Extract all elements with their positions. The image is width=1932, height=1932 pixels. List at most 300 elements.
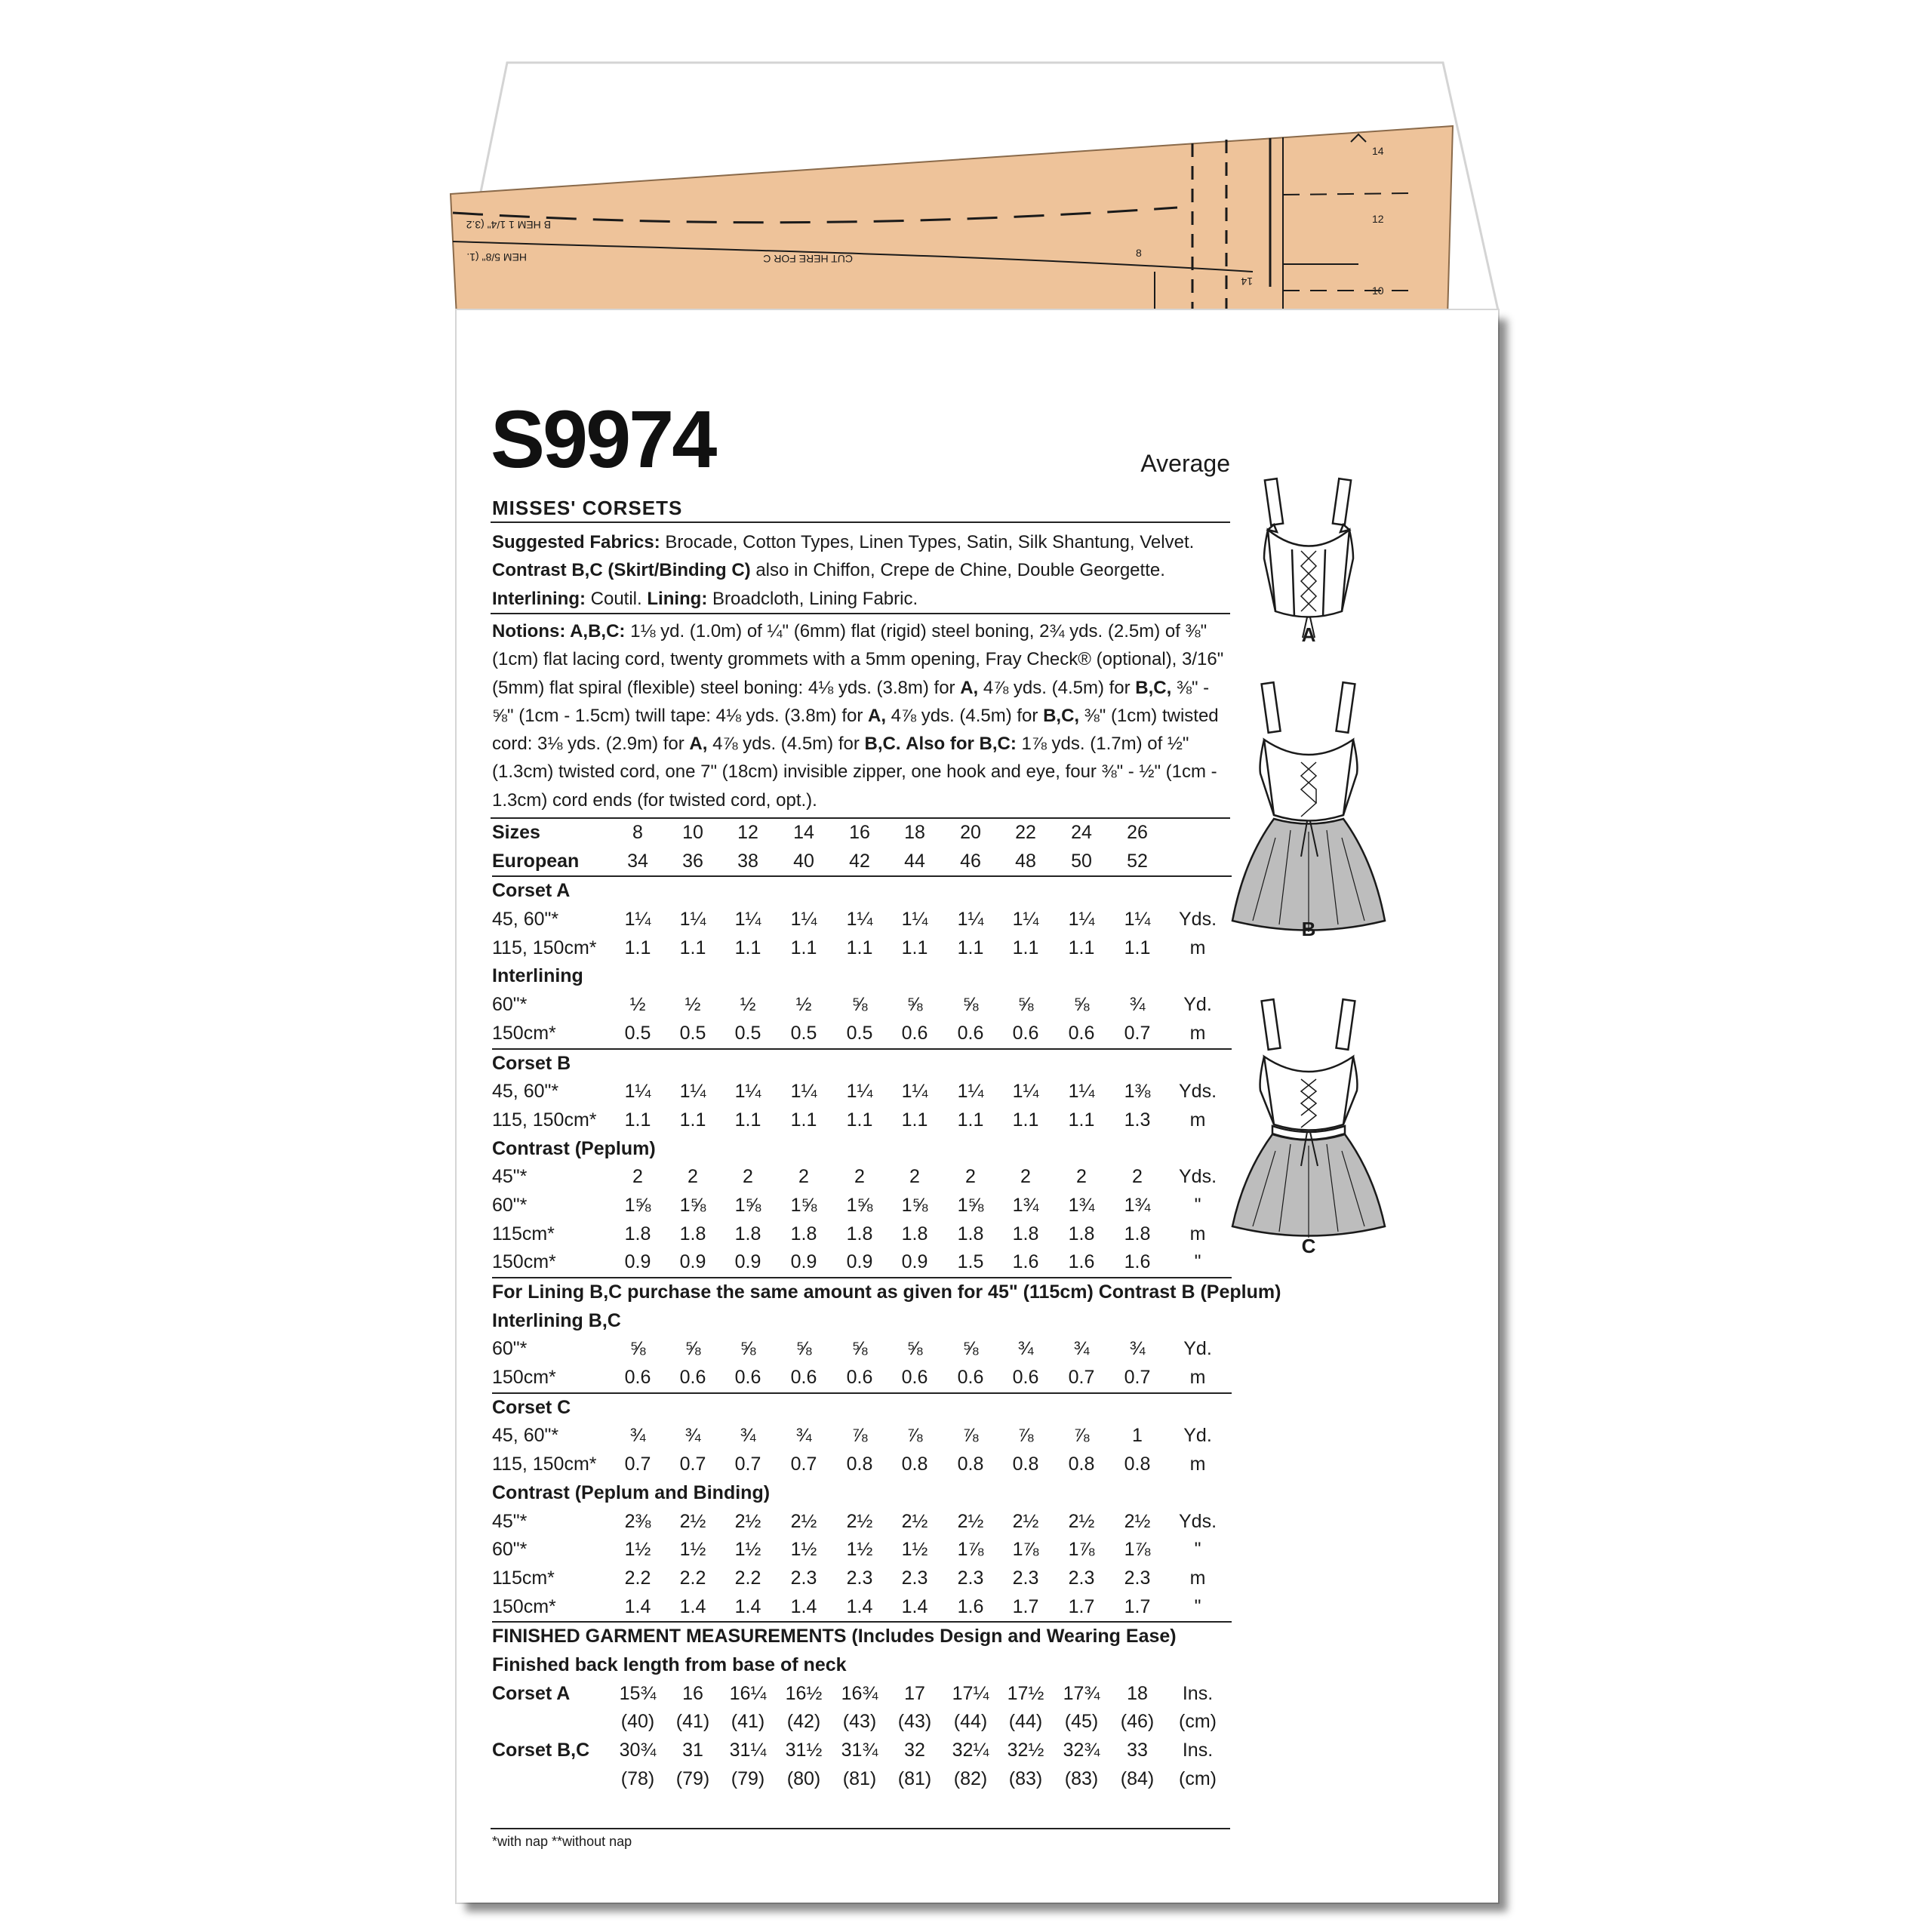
lining-label: Lining: <box>647 588 708 609</box>
table-cell: (43) <box>842 1711 877 1733</box>
table-row <box>492 1248 1232 1277</box>
table-cell: (43) <box>897 1711 932 1733</box>
table-row <box>492 1765 1232 1794</box>
table-cell: 1.4 <box>790 1595 817 1617</box>
table-cell: 0.6 <box>901 1022 928 1044</box>
table-cell: 2½ <box>1068 1510 1095 1532</box>
table-cell: 0.6 <box>1012 1367 1039 1389</box>
unit-cell: Yds. <box>1178 1166 1217 1188</box>
row-label: FINISHED GARMENT MEASUREMENTS (Includes Design and Wearing Ease) <box>492 1626 1177 1647</box>
view-b-illustration <box>1232 682 1385 932</box>
table-cell: 1¼ <box>901 1081 928 1103</box>
table-cell: 2.3 <box>1068 1567 1095 1589</box>
view-c-label: C <box>1301 1235 1316 1257</box>
table-cell: 2.3 <box>1012 1567 1039 1589</box>
table-cell: 1⅝ <box>734 1194 761 1216</box>
table-row <box>492 991 1232 1020</box>
row-label: 150cm* <box>492 1367 556 1389</box>
table-cell: 1⅝ <box>901 1194 928 1216</box>
table-cell: 2.3 <box>957 1567 984 1589</box>
table-cell: 1⅝ <box>679 1194 706 1216</box>
table-cell: ⅝ <box>906 1338 923 1360</box>
table-section-heading <box>492 962 1232 991</box>
table-cell: 1¼ <box>957 909 984 931</box>
unit-cell: (cm) <box>1179 1767 1217 1789</box>
table-row <box>492 1737 1232 1765</box>
table-row <box>492 848 1232 876</box>
row-label: 45, 60"* <box>492 909 559 931</box>
table-cell: 1.1 <box>624 937 651 958</box>
table-cell: 1⅝ <box>957 1194 984 1216</box>
table-cell: 1¾ <box>1012 1194 1039 1216</box>
table-cell: 1.6 <box>1068 1251 1095 1273</box>
table-cell: 0.5 <box>790 1022 817 1044</box>
table-cell: 31¾ <box>841 1740 878 1761</box>
notions-view: A, <box>868 705 886 726</box>
table-cell: 2 <box>1076 1166 1087 1188</box>
tissue-number-8: 8 <box>1136 247 1142 259</box>
tissue-number-10: 10 <box>1372 285 1384 297</box>
table-cell: 22 <box>1015 822 1036 843</box>
table-cell: 1.3 <box>1124 1109 1151 1131</box>
table-cell: 1.6 <box>1124 1251 1151 1273</box>
table-cell: 2½ <box>1124 1510 1151 1532</box>
table-cell: 1⅝ <box>846 1194 873 1216</box>
table-cell: 0.6 <box>846 1367 873 1389</box>
table-section-heading <box>492 1479 1232 1508</box>
unit-cell: " <box>1194 1194 1201 1216</box>
table-row <box>492 819 1232 848</box>
table-cell: 0.5 <box>846 1022 873 1044</box>
row-label: Corset B <box>492 1052 571 1074</box>
table-cell: 40 <box>793 850 814 872</box>
unit-cell: m <box>1189 1454 1206 1475</box>
table-section-heading <box>492 1651 1232 1680</box>
table-cell: 2 <box>1020 1166 1031 1188</box>
table-cell: 1.7 <box>1012 1595 1039 1617</box>
view-a-illustration <box>1264 478 1353 638</box>
table-cell: 16¾ <box>841 1682 878 1704</box>
table-cell: ¾ <box>685 1425 701 1447</box>
table-cell: 0.7 <box>1124 1367 1151 1389</box>
table-cell: 1¼ <box>734 1081 761 1103</box>
table-cell: 1.1 <box>1068 1109 1095 1131</box>
notions-text: 1⅞ yds. (1.7m) of ½" (1.3cm) twisted cord, one 7" (18cm) invisible zipper, one hook and eye, four ⅜" - ½" (1cm - 1.3cm) cord ends (for twisted cord, opt.). <box>492 734 1217 811</box>
table-cell: 0.8 <box>846 1454 873 1475</box>
table-cell: 17½ <box>1007 1682 1044 1704</box>
tissue-number-14b: 14 <box>1241 275 1253 288</box>
notions-view: A, <box>689 734 708 755</box>
table-cell: 24 <box>1071 822 1092 843</box>
table-cell: 1.4 <box>901 1595 928 1617</box>
table-section-heading <box>492 1278 1281 1307</box>
table-cell: (44) <box>953 1711 988 1733</box>
tissue-cut-here: CUT HERE FOR C <box>763 253 853 265</box>
unit-cell: m <box>1189 1367 1206 1389</box>
table-cell: 31 <box>682 1740 703 1761</box>
table-cell: (40) <box>620 1711 655 1733</box>
table-row <box>492 1708 1232 1737</box>
table-cell: 1.4 <box>679 1595 706 1617</box>
table-cell: 1.1 <box>957 1109 984 1131</box>
table-cell: 17¾ <box>1063 1682 1100 1704</box>
table-cell: 1½ <box>846 1539 873 1561</box>
fabrics-section <box>492 528 1232 613</box>
row-label: 45, 60"* <box>492 1081 559 1103</box>
table-cell: 0.9 <box>901 1251 928 1273</box>
table-cell: ⅞ <box>851 1425 868 1447</box>
table-cell: 1.4 <box>846 1595 873 1617</box>
table-cell: 1¼ <box>790 1081 817 1103</box>
table-cell: 2½ <box>957 1510 984 1532</box>
table-cell: 0.9 <box>846 1251 873 1273</box>
table-cell: (44) <box>1008 1711 1043 1733</box>
view-c-illustration <box>1232 999 1385 1238</box>
table-cell: 1.1 <box>734 1109 761 1131</box>
table-cell: 0.8 <box>957 1454 984 1475</box>
table-cell: (41) <box>731 1711 765 1733</box>
table-cell: (81) <box>842 1767 877 1789</box>
table-cell: 0.6 <box>624 1367 651 1389</box>
table-cell: 0.7 <box>790 1454 817 1475</box>
unit-cell: Yds. <box>1178 1081 1217 1103</box>
table-cell: 1.1 <box>624 1109 651 1131</box>
table-cell: ½ <box>685 994 701 1016</box>
row-label: 45"* <box>492 1166 528 1188</box>
table-cell: 2½ <box>1012 1510 1039 1532</box>
table-row <box>492 1335 1232 1364</box>
table-cell: 1.6 <box>957 1595 984 1617</box>
table-cell: 1¼ <box>1068 909 1095 931</box>
table-cell: (79) <box>675 1767 710 1789</box>
row-label: Interlining B,C <box>492 1309 621 1331</box>
table-cell: ⅝ <box>1017 994 1034 1016</box>
table-cell: (84) <box>1120 1767 1155 1789</box>
table-cell: 1½ <box>734 1539 761 1561</box>
row-label: 150cm* <box>492 1251 556 1273</box>
table-cell: 1.1 <box>1012 937 1039 958</box>
table-row <box>492 1536 1232 1564</box>
table-cell: 1.1 <box>901 1109 928 1131</box>
table-cell: (81) <box>897 1767 932 1789</box>
table-row <box>492 1220 1232 1249</box>
table-cell: 2 <box>965 1166 976 1188</box>
table-cell: (41) <box>675 1711 710 1733</box>
table-cell: 0.7 <box>624 1454 651 1475</box>
row-label: Corset C <box>492 1396 571 1418</box>
table-cell: 18 <box>1127 1682 1148 1704</box>
contrast-fabrics-text: also in Chiffon, Crepe de Chine, Double Georgette. <box>750 560 1165 581</box>
unit-cell: (cm) <box>1179 1711 1217 1733</box>
table-cell: 10 <box>682 822 703 843</box>
table-cell: 1¼ <box>790 909 817 931</box>
table-cell: 1.8 <box>1012 1223 1039 1244</box>
table-cell: 1.8 <box>1068 1223 1095 1244</box>
unit-cell: Yd. <box>1183 994 1212 1016</box>
table-cell: 1.1 <box>734 937 761 958</box>
row-label: Corset A <box>492 880 571 902</box>
table-cell: 1¼ <box>1012 1081 1039 1103</box>
unit-cell: " <box>1194 1251 1201 1273</box>
unit-cell: m <box>1189 1223 1206 1244</box>
table-cell: 1¼ <box>901 909 928 931</box>
unit-cell: m <box>1189 1022 1206 1044</box>
table-cell: 1¼ <box>679 1081 706 1103</box>
table-section-heading <box>492 1394 1232 1423</box>
row-label: Sizes <box>492 822 540 843</box>
table-cell: ½ <box>629 994 646 1016</box>
table-cell: ⅝ <box>629 1338 646 1360</box>
table-cell: 1 <box>1132 1425 1143 1447</box>
view-a-label: A <box>1301 623 1316 646</box>
unit-cell: Yds. <box>1178 1510 1217 1532</box>
table-cell: 0.7 <box>1068 1367 1095 1389</box>
table-cell: 33 <box>1127 1740 1148 1761</box>
table-cell: 2 <box>743 1166 753 1188</box>
table-cell: 34 <box>627 850 648 872</box>
table-cell: ½ <box>795 994 812 1016</box>
table-cell: ⅞ <box>962 1425 979 1447</box>
table-section-heading <box>492 877 1232 906</box>
table-cell: 2 <box>909 1166 920 1188</box>
table-cell: 0.7 <box>679 1454 706 1475</box>
table-row <box>492 906 1232 934</box>
table-cell: 0.7 <box>734 1454 761 1475</box>
notions-section <box>492 617 1232 814</box>
unit-cell: Ins. <box>1182 1740 1214 1761</box>
table-cell: ⅞ <box>1017 1425 1034 1447</box>
table-cell: 1.1 <box>1124 937 1151 958</box>
row-label: 60"* <box>492 1539 528 1561</box>
unit-cell: Yd. <box>1183 1425 1212 1447</box>
table-cell: ¾ <box>1129 994 1146 1016</box>
table-cell: 20 <box>960 822 981 843</box>
table-cell: 1.1 <box>846 937 873 958</box>
table-cell: 42 <box>849 850 870 872</box>
table-cell: ⅝ <box>851 994 868 1016</box>
table-cell: 0.5 <box>624 1022 651 1044</box>
row-label: Corset A <box>492 1682 571 1704</box>
divider <box>491 521 1230 523</box>
table-cell: 0.8 <box>1012 1454 1039 1475</box>
table-cell: 2 <box>632 1166 643 1188</box>
table-cell: ¾ <box>629 1425 646 1447</box>
table-cell: 1.1 <box>679 937 706 958</box>
table-cell: 52 <box>1127 850 1148 872</box>
table-cell: 48 <box>1015 850 1036 872</box>
table-cell: 2½ <box>901 1510 928 1532</box>
table-cell: 12 <box>737 822 758 843</box>
suggested-fabrics-label: Suggested Fabrics: <box>492 532 660 552</box>
table-row <box>492 1106 1232 1135</box>
tissue-number-12: 12 <box>1372 213 1384 225</box>
notions-text: ⅜" - ⅝" (1cm - 1.5cm) twill tape: 4⅛ yds. (3.8m) for <box>492 677 1210 726</box>
table-cell: 1⅞ <box>1068 1539 1095 1561</box>
table-row <box>492 1163 1232 1192</box>
unit-cell: Ins. <box>1182 1682 1214 1704</box>
table-cell: 1.1 <box>790 1109 817 1131</box>
table-row <box>492 1451 1232 1479</box>
notions-view: B,C. <box>864 734 901 755</box>
row-label: Contrast (Peplum and Binding) <box>492 1481 771 1503</box>
table-cell: 1½ <box>790 1539 817 1561</box>
table-cell: 2.3 <box>846 1567 873 1589</box>
table-cell: 14 <box>793 822 814 843</box>
table-cell: 2 <box>798 1166 809 1188</box>
row-label: 60"* <box>492 994 528 1016</box>
table-cell: ⅝ <box>1073 994 1090 1016</box>
table-cell: 31¼ <box>729 1740 767 1761</box>
table-cell: 1.4 <box>624 1595 651 1617</box>
table-cell: (80) <box>786 1767 821 1789</box>
table-cell: ¾ <box>740 1425 756 1447</box>
table-cell: ¾ <box>1073 1338 1090 1360</box>
table-cell: 0.5 <box>734 1022 761 1044</box>
notions-view: B,C, <box>1043 705 1080 726</box>
table-cell: 16½ <box>785 1682 823 1704</box>
table-cell: 2½ <box>846 1510 873 1532</box>
table-cell: 18 <box>904 822 925 843</box>
divider <box>491 613 1230 614</box>
table-cell: 8 <box>632 822 643 843</box>
table-cell: 0.7 <box>1124 1022 1151 1044</box>
unit-cell: Yd. <box>1183 1338 1212 1360</box>
table-cell: ⅝ <box>851 1338 868 1360</box>
table-cell: (83) <box>1008 1767 1043 1789</box>
table-cell: 1.1 <box>901 937 928 958</box>
row-label: For Lining B,C purchase the same amount as given for 45" (115cm) Contrast B (Peplum) <box>492 1281 1281 1303</box>
table-cell: 1¾ <box>1124 1194 1151 1216</box>
interlining-label: Interlining: <box>492 588 586 609</box>
table-cell: 1.8 <box>679 1223 706 1244</box>
table-section-heading <box>492 1307 1232 1336</box>
table-cell: 16¼ <box>729 1682 767 1704</box>
table-row <box>492 1564 1232 1593</box>
table-cell: 36 <box>682 850 703 872</box>
table-cell: 2.2 <box>679 1567 706 1589</box>
interlining-text: Coutil. <box>585 588 648 609</box>
table-cell: 1.1 <box>1012 1109 1039 1131</box>
table-cell: (42) <box>786 1711 821 1733</box>
table-cell: 0.6 <box>679 1367 706 1389</box>
table-cell: (79) <box>731 1767 765 1789</box>
notions-view: B,C, <box>1135 677 1172 698</box>
tissue-hem-c: HEM 5/8" (1. <box>466 251 527 263</box>
table-cell: 2.2 <box>624 1567 651 1589</box>
table-cell: 1½ <box>679 1539 706 1561</box>
table-row <box>492 934 1232 963</box>
table-cell: 1¼ <box>846 1081 873 1103</box>
table-cell: 17 <box>904 1682 925 1704</box>
table-cell: 1¼ <box>679 909 706 931</box>
row-label: European <box>492 850 580 872</box>
contrast-fabrics-label: Contrast B,C (Skirt/Binding C) <box>492 560 751 581</box>
table-cell: ⅝ <box>685 1338 701 1360</box>
table-cell: 0.8 <box>1124 1454 1151 1475</box>
table-cell: 1.7 <box>1068 1595 1095 1617</box>
row-label: Corset B,C <box>492 1740 590 1761</box>
table-cell: 15¾ <box>619 1682 657 1704</box>
table-cell: 1⅞ <box>1124 1539 1151 1561</box>
table-cell: 0.9 <box>734 1251 761 1273</box>
row-label: 45"* <box>492 1510 528 1532</box>
table-cell: 2 <box>688 1166 698 1188</box>
table-cell: 1.5 <box>957 1251 984 1273</box>
unit-cell: m <box>1189 1109 1206 1131</box>
table-cell: 1½ <box>624 1539 651 1561</box>
table-cell: 1⅝ <box>790 1194 817 1216</box>
table-cell: 1.8 <box>957 1223 984 1244</box>
row-label: 150cm* <box>492 1595 556 1617</box>
table-cell: (78) <box>620 1767 655 1789</box>
row-label: Contrast (Peplum) <box>492 1137 656 1159</box>
table-cell: 2.3 <box>1124 1567 1151 1589</box>
table-section-heading <box>492 1623 1232 1651</box>
table-cell: ⅞ <box>1073 1425 1090 1447</box>
table-cell: ⅝ <box>962 994 979 1016</box>
table-cell: 1¼ <box>624 1081 651 1103</box>
table-cell: 16 <box>849 822 870 843</box>
notions-text: ⅜" (1cm) twisted cord: 3⅛ yds. (2.9m) for <box>492 705 1219 755</box>
table-cell: 0.9 <box>624 1251 651 1273</box>
table-cell: 2½ <box>679 1510 706 1532</box>
view-illustrations <box>1223 475 1419 1291</box>
row-label: Finished back length from base of neck <box>492 1654 847 1675</box>
unit-cell: " <box>1194 1595 1201 1617</box>
yardage-table <box>492 819 1281 1793</box>
table-cell: 1¼ <box>1012 909 1039 931</box>
table-row <box>492 1078 1232 1106</box>
table-cell: ⅞ <box>906 1425 923 1447</box>
table-cell: ⅝ <box>962 1338 979 1360</box>
view-b-label: B <box>1301 918 1316 940</box>
table-cell: 2.3 <box>901 1567 928 1589</box>
table-cell: 30¾ <box>619 1740 657 1761</box>
row-label: 60"* <box>492 1338 528 1360</box>
table-cell: 1.4 <box>734 1595 761 1617</box>
table-cell: 32½ <box>1007 1740 1044 1761</box>
table-cell: 0.6 <box>957 1022 984 1044</box>
table-row <box>492 1422 1232 1451</box>
table-cell: 2.3 <box>790 1567 817 1589</box>
table-cell: 17¼ <box>952 1682 989 1704</box>
row-label: 115, 150cm* <box>492 937 597 958</box>
table-cell: 2⅜ <box>624 1510 651 1532</box>
table-cell: ¾ <box>795 1425 812 1447</box>
lining-text: Broadcloth, Lining Fabric. <box>707 588 918 609</box>
table-cell: 1.1 <box>846 1109 873 1131</box>
row-label: 115, 150cm* <box>492 1454 597 1475</box>
notions-text: 4⅞ yds. (4.5m) for <box>886 705 1044 726</box>
difficulty-level: Average <box>1140 450 1230 477</box>
footnote: *with nap **without nap <box>492 1834 632 1849</box>
notions-also-label: Also for B,C: <box>906 734 1017 755</box>
tissue-number-14a: 14 <box>1372 145 1384 157</box>
table-cell: 1⅞ <box>957 1539 984 1561</box>
row-label: Interlining <box>492 965 583 987</box>
table-cell: 1.8 <box>1124 1223 1151 1244</box>
pattern-code: S9974 <box>491 393 715 485</box>
table-cell: 1⅝ <box>624 1194 651 1216</box>
table-cell: 1.1 <box>679 1109 706 1131</box>
table-cell: 0.6 <box>1012 1022 1039 1044</box>
table-row <box>492 1020 1232 1048</box>
table-cell: 2½ <box>734 1510 761 1532</box>
table-cell: 0.6 <box>957 1367 984 1389</box>
table-cell: 16 <box>682 1682 703 1704</box>
table-cell: 1.1 <box>1068 937 1095 958</box>
table-cell: ⅝ <box>795 1338 812 1360</box>
